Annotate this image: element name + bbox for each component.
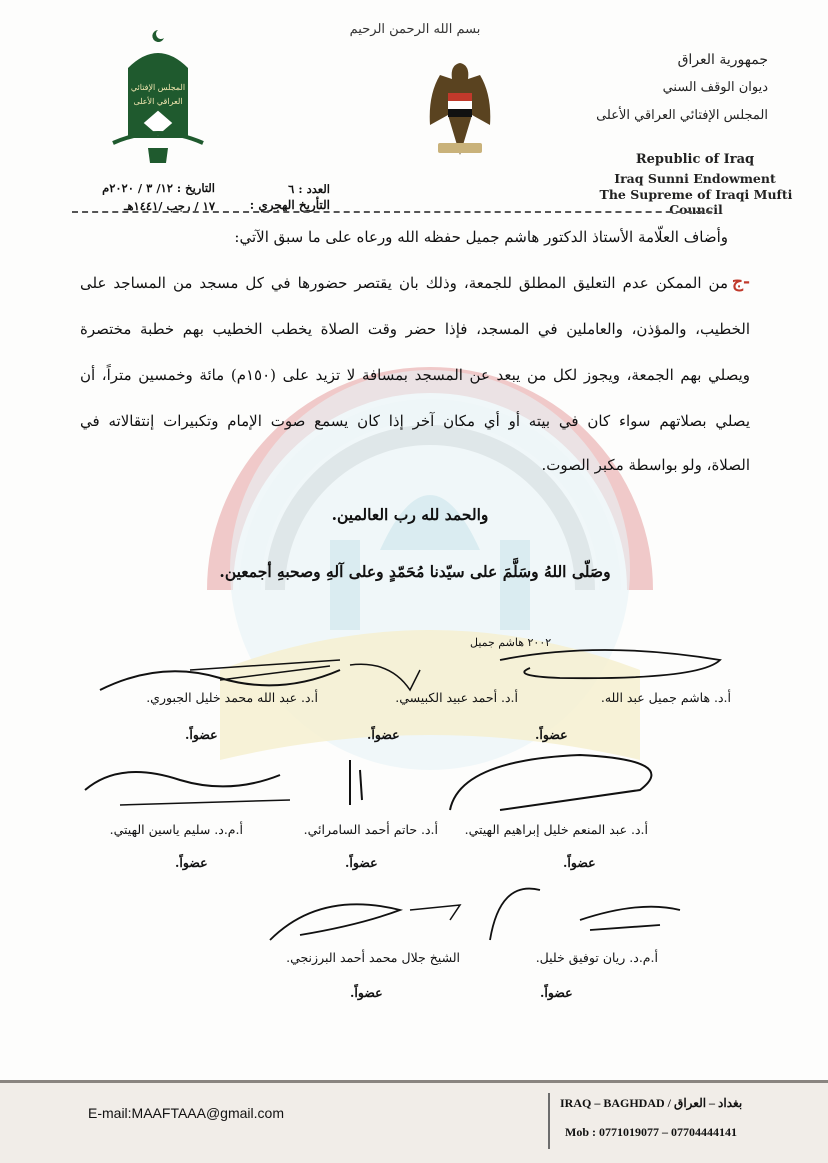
signature-scribbles-row2: [80, 750, 700, 820]
signatory-name-8: الشيخ جلال محمد أحمد البرزنجي.: [286, 950, 460, 965]
signatory-name-4: أ.د. عبد المنعم خليل إبراهيم الهيتي.: [464, 822, 648, 837]
praise-line: والحمد لله رب العالمين.: [331, 505, 489, 524]
clause-line-4: يصلي بصلاتهم سواء كان في بيته أو أي مكان آخر إذا كان يسمع صوت الإمام وتكبيرات إنتقالاته في: [80, 412, 750, 430]
clause-letter: ج-: [731, 272, 750, 292]
header-endowment-ar: ديوان الوقف السني: [662, 80, 768, 95]
clause-line-3: ويصلي بهم الجمعة، ويجوز لكل من يبعد عن المسجد بمسافة لا تزيد على (١٥٠م) مائة وخمسين متراً، أن: [80, 366, 750, 384]
clause-line-5: الصلاة، ولو بواسطة مكبر الصوت.: [541, 456, 750, 474]
bismillah: بسم الله الرحمن الرحيم: [349, 22, 481, 37]
logo-line-1: المجلس الإفتائي: [130, 83, 186, 92]
hijri-date: ١٧ / رجب /١٤٤١هـ: [124, 199, 215, 213]
signatory-role-6: عضواً.: [175, 855, 208, 870]
footer-divider: [548, 1093, 550, 1149]
blessing-line: وصَلّى اللهُ وسَلَّمَ على سيّدنا مُحَمّدٍ وعلى آلهِ وصحبهِ أجمعين.: [219, 562, 611, 581]
iraq-eagle-emblem: [420, 55, 500, 165]
header-endowment-en: Iraq Sunni Endowment: [614, 171, 776, 186]
signatory-name-3: أ.د. عبد الله محمد خليل الجبوري.: [146, 690, 318, 705]
clause-line-1: من الممكن عدم التعليق المطلق للجمعة، وذلك بان يقتصر حضورها في كل مسجد من المساجد على: [80, 274, 728, 292]
signatory-name-6: أ.م.د. سليم ياسين الهيتي.: [109, 822, 243, 837]
signatory-name-2: أ.د. أحمد عبيد الكبيسي.: [395, 690, 518, 705]
header-council-en: The Supreme of Iraqi Mufti Council: [599, 187, 793, 217]
hijri-date-label: التأريخ الهجري :: [249, 198, 330, 212]
signatory-role-7: عضواً.: [540, 985, 573, 1000]
contact-mobile: Mob : 0771019077 – 07704444141: [565, 1125, 737, 1139]
signatory-role-4: عضواً.: [563, 855, 596, 870]
header-country-en: Republic of Iraq: [635, 152, 755, 167]
document-number: العدد : ٦: [288, 182, 330, 196]
signatory-role-3: عضواً.: [185, 727, 218, 742]
signatory-role-8: عضواً.: [350, 985, 383, 1000]
clause-line-2: الخطيب، والمؤذن، والعاملين في المسجد، فإذا حضر وقت الصلاة يخطب الخطيب بهم خطبة مختصرة: [80, 320, 750, 338]
header-divider: [72, 211, 712, 213]
signature-scribbles-row3: [260, 880, 700, 955]
intro-paragraph: وأضاف العلّامة الأستاذ الدكتور هاشم جميل حفظه الله ورعاه على ما سبق الآتي:: [234, 228, 728, 246]
signatory-name-5: أ.د. حاتم أحمد السامرائي.: [303, 822, 438, 837]
mufti-council-logo: [108, 28, 208, 168]
signatory-role-1: عضواً.: [535, 727, 568, 742]
letterhead-footer: [0, 1080, 828, 1163]
signatory-role-5: عضواً.: [345, 855, 378, 870]
logo-line-2: العراقي الأعلى: [133, 97, 183, 106]
contact-email: E-mail:MAAFTAAA@gmail.com: [88, 1105, 284, 1121]
header-country-ar: جمهورية العراق: [677, 52, 768, 68]
signatory-name-1: أ.د. هاشم جميل عبد الله.: [600, 690, 731, 705]
handwritten-note: ٢٠٠٢ هاشم جميل: [470, 636, 552, 649]
signatory-name-7: أ.م.د. ريان توفيق خليل.: [535, 950, 658, 965]
signatory-role-2: عضواً.: [367, 727, 400, 742]
contact-location: IRAQ – BAGHDAD / بغداد – العراق: [560, 1096, 743, 1110]
header-council-ar: المجلس الإفتائي العراقي الأعلى: [596, 108, 768, 123]
document-date: التاريخ : ١٢/ ٣ / ٢٠٢٠م: [102, 181, 215, 195]
